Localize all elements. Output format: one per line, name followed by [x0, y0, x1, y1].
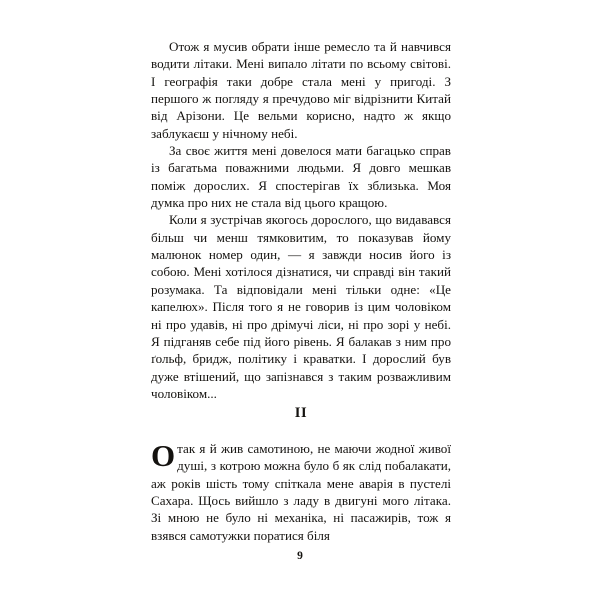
paragraph: За своє життя мені довелося мати багацько справ із багатьма поважними людьми. Я довго мешкав поміж дорослих. Я спостерігав їх зблизька. Моя думка про них не стала від цього кращою. [151, 143, 451, 211]
chapter-heading: II [294, 405, 308, 421]
drop-cap: О [151, 438, 176, 473]
paragraph-with-dropcap [151, 440, 451, 544]
paragraph: Коли я зустрічав якогось дорослого, що видавався більш чи менш тямковитим, то показував йому малюнок номер один, — я завжди носив його із собою. Мені хотілося дізнатися, чи справді він такий розумака. Та відповідали мені тільки одне: «Це капелюх». Після того я не говорив із цим чоловіком ні про удавів, ні про дрімучі ліси, ні про зорі у небі. Я підганяв себе під його рівень. Я балакав з ним про ґольф, бридж, політику і краватки. І дорослий був дуже втішений, що запізнався з таким розважливим чоловіком... [151, 212, 451, 401]
paragraph: Отож я мусив обрати інше ремесло та й навчився водити літаки. Мені випало літати по всьому світові. І географія таки добре стала мені у пригоді. З першого ж погляду я пречудово міг відрізнити Китай від Арізони. Це вельми корисно, надто ж якщо заблукаєш у нічному небі. [151, 39, 451, 141]
paragraph-text: так я й жив самотиною, не маючи жодної живої душі, з котрою можна було б як слід побалакати, аж років шість тому спіткала мене аварія в пустелі Сахара. Щось вийшло з ладу в двигуні мого літака. Зі мною не було ні механіка, ні пасажирів, тож я взявся самотужки поратися біля [151, 441, 451, 543]
body-text-block [151, 38, 451, 402]
section-two-text-block [151, 440, 451, 544]
page-number: 9 [297, 550, 303, 562]
